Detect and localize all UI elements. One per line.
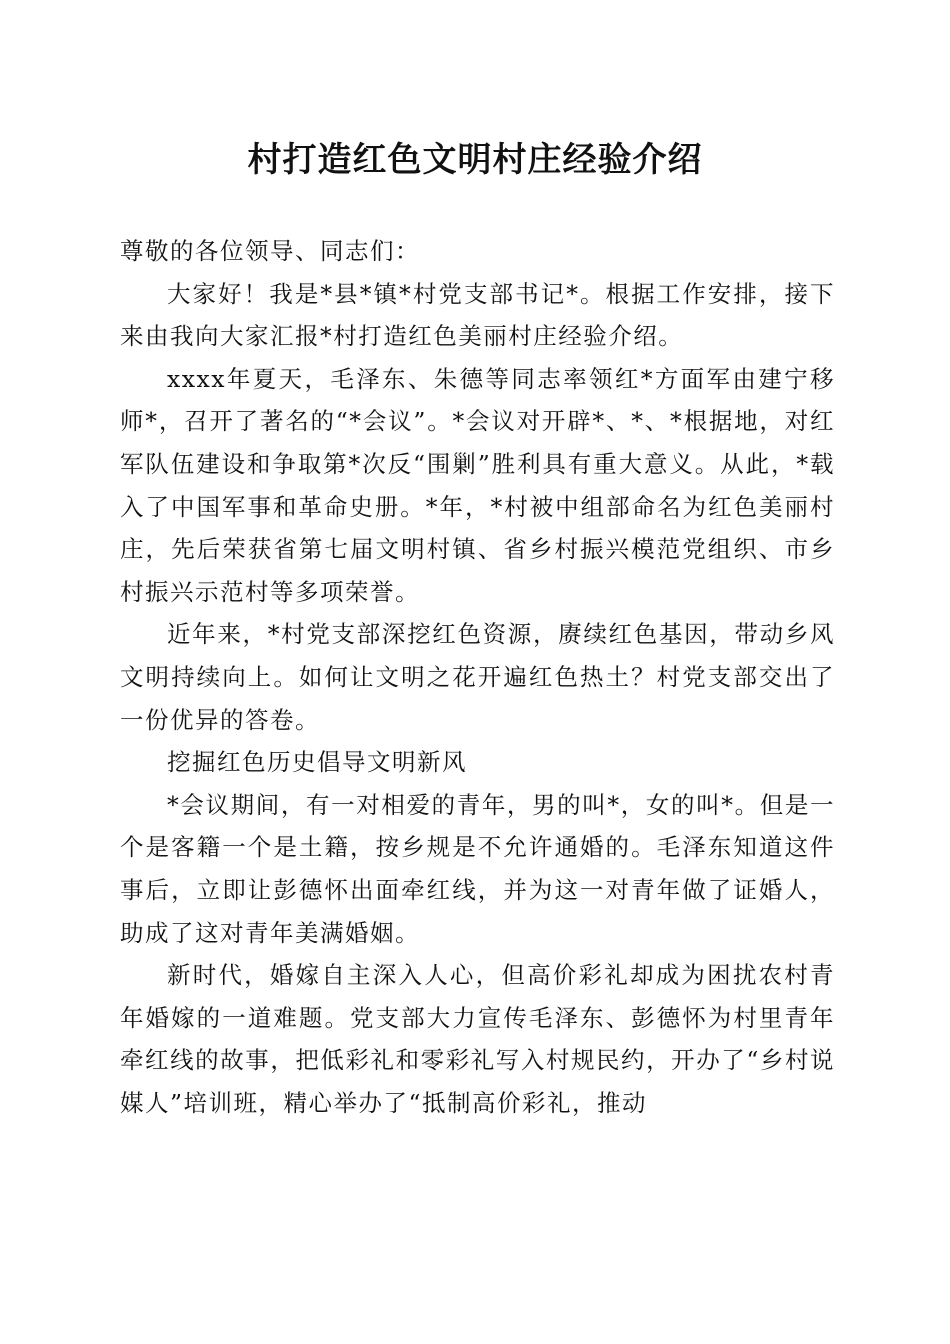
paragraph-recent-years: 近年来，*村党支部深挖红色资源，赓续红色基因，带动乡风文明持续向上。如何让文明之花开遍红色热土？村党支部交出了一份优异的答卷。 <box>120 620 835 734</box>
document-body <box>120 230 835 1124</box>
document-title: 村打造红色文明村庄经验介绍 <box>247 140 703 180</box>
paragraph-new-era: 新时代，婚嫁自主深入人心，但高价彩礼却成为困扰农村青年婚嫁的一道难题。党支部大力宣传毛泽东、彭德怀为村里青年牵红线的故事，把低彩礼和零彩礼写入村规民约，开办了“乡村说媒人”培训班，精心举办了“抵制高价彩礼，推动 <box>120 961 835 1117</box>
salutation: 尊敬的各位领导、同志们： <box>120 237 420 265</box>
section-heading: 挖掘红色历史倡导文明新风 <box>167 748 467 777</box>
paragraph-story: *会议期间，有一对相爱的青年，男的叫*，女的叫*。但是一个是客籍一个是土籍，按乡规是不允许通婚的。毛泽东知道这件事后，立即让彭德怀出面牵红线，并为这一对青年做了证婚人，助成了这对青年美满婚姻。 <box>120 790 835 947</box>
paragraph-history: xxxx年夏天，毛泽东、朱德等同志率领红*方面军由建宁移师*，召开了著名的“*会议”。*会议对开辟*、*、*根据地，对红军队伍建设和争取第*次反“围剿”胜利具有重大意义。从此，*载入了中国军事和革命史册。*年，*村被中组部命名为红色美丽村庄，先后荣获省第七届文明村镇、省乡村振兴模范党组织、市乡村振兴示范村等多项荣誉。 <box>120 364 835 606</box>
paragraph-greeting: 大家好！我是*县*镇*村党支部书记*。根据工作安排，接下来由我向大家汇报*村打造红色美丽村庄经验介绍。 <box>120 279 835 351</box>
